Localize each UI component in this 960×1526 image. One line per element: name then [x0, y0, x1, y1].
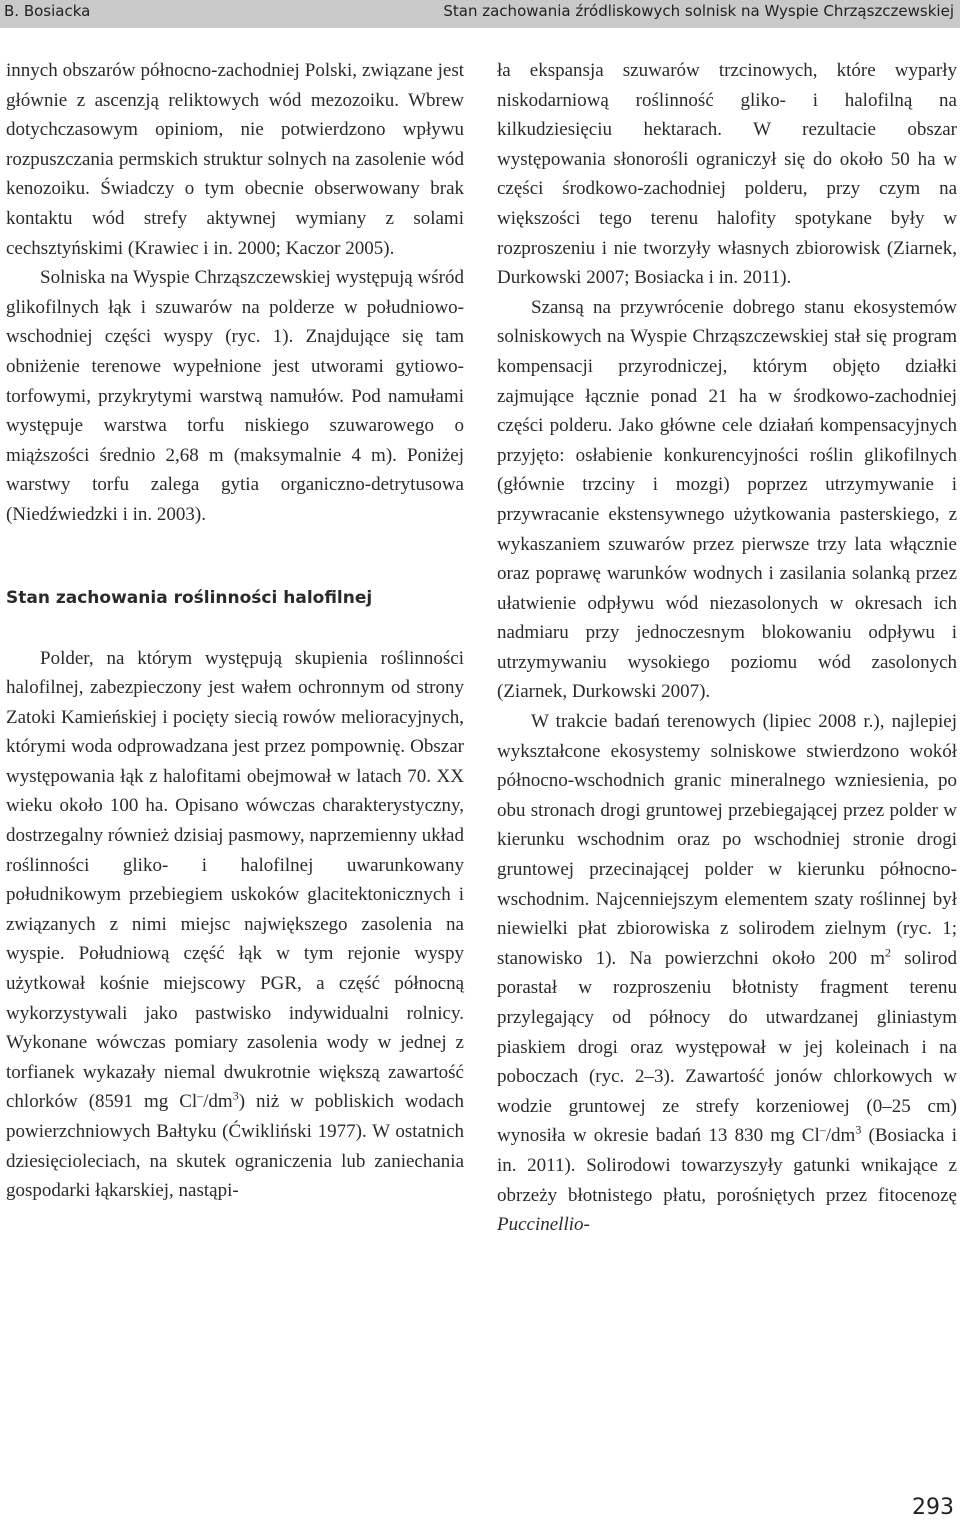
right-paragraph-2: Szansą na przywrócenie dobrego stanu ekosystemów solniskowych na Wyspie Chrząszczewskiej stał się program kompensacji przyrodniczej, którym objęto działki zajmujące łącznie ponad 21 ha w środkowo-zachodniej części polderu. Jako główne cele działań kompensacyjnych przyjęto: osłabienie konkurencyjności roślin glikofilnych (głównie trzciny i mozgi) poprzez utrzymywanie i przywracanie ekstensywnego użytkowania pasterskiego, z wykaszaniem szuwarów przez pierwsze trzy lata włącznie oraz poprawę warunków wodnych i zasilania solanką przez ułatwienie odpływu wód niezasolonych w okresach ich nadmiaru przy jednoczesnym blokowaniu odpływu i utrzymywaniu wysokiego poziomu wód zasolonych (Ziarnek, Durkowski 2007).: [497, 296, 957, 703]
section-heading: Stan zachowania roślinności halofilnej: [6, 587, 373, 608]
left-paragraph-3: [6, 644, 464, 1206]
right-p3-sup-2: 2: [885, 945, 891, 960]
left-column: [6, 56, 464, 1206]
right-p3-italic: Puccinellio-: [497, 1214, 590, 1236]
left-p3-sup-minus: –: [197, 1089, 204, 1104]
left-paragraph-2: Solniska na Wyspie Chrząszczewskiej występują wśród glikofilnych łąk i szuwarów na polderze w południowo-wschodniej części wyspy (ryc. 1). Znajdujące się tam obniżenie terenowe wypełnione jest utworami gytiowo-torfowymi, przykrytymi warstwą namułów. Pod namułami występuje warstwa torfu niskiego szuwarowego o miąższości średnio 2,68 m (maksymalnie 4 m). Poniżej warstwy torfu zalega gytia organiczno-detrytusowa (Niedźwiedzki i in. 2003).: [6, 267, 464, 525]
right-p3-text-c: /dm: [825, 1125, 856, 1147]
header-author: B. Bosiacka: [4, 2, 91, 20]
header-running-title: Stan zachowania źródliskowych solnisk na Wyspie Chrząszczewskiej: [443, 2, 954, 20]
right-column: [497, 56, 957, 1240]
right-p3-text-a: W trakcie badań terenowych (lipiec 2008 r.), najlepiej wykształcone ekosystemy solniskowe stwierdzono wokół północno-wschodnich granic mineralnego wzniesienia, po obu stronach drogi gruntowej przebiegającej przez polder w kierunku wschodnim oraz po wschodniej stronie drogi gruntowej przecinającej polder w kierunku północno-wschodnim. Najcenniejszym elementem szaty roślinnej był niewielki płat zbiorowiska z solirodem zielnym (ryc. 1; stanowisko 1). Na powierzchni około 200 m: [497, 711, 957, 969]
running-header: [0, 0, 960, 28]
left-p3-text-a: Polder, na którym występują skupienia roślinności halofilnej, zabezpieczony jest wałem ochronnym od strony Zatoki Kamieńskiej i pocięty siecią rowów melioracyjnych, którymi woda odprowadzana jest przez pompownię. Obszar występowania łąk z halofitami obejmował w latach 70. XX wieku około 100 ha. Opisano wówczas charakterystyczny, dostrzegalny również dzisiaj pasmowy, naprzemienny układ roślinności gliko- i halofilnej uwarunkowany południkowym przebiegiem uskoków glacitektonicznych i związanych z nimi miejsc największego zasolenia na wyspie. Południową część łąk w tym rejonie wyspy użytkował kośnie miejscowy PGR, a część północną wykorzystywali jako pastwisko indywidualni rolnicy. Wykonane wówczas pomiary zasolenia wody w jednej z torfianek wykazały niemal dwukrotnie większą zawartość chlorków (8591 mg Cl: [6, 647, 464, 1113]
right-p3-sup-minus: –: [819, 1123, 826, 1138]
right-paragraph-3: [497, 707, 957, 1240]
right-p3-text-d: (Bosiacka i in. 2011). Solirodowi towarzyszyły gatunki wnikające z obrzeży błotnistego płatu, porośniętych przez fitocenozę: [497, 1125, 957, 1206]
left-p3-text-b: /dm: [203, 1091, 233, 1113]
left-p3-sup-3: 3: [232, 1089, 239, 1104]
right-paragraph-1: ła ekspansja szuwarów trzcinowych, które wyparły niskodarniową roślinność gliko- i halofilną na kilkudziesięciu hektarach. W rezultacie obszar występowania słonorośli ograniczył się do około 50 ha w części środkowo-zachodniej polderu, przy czym na większości tego terenu halofity spotykane były w rozproszeniu i nie tworzyły własnych zbiorowisk (Ziarnek, Durkowski 2007; Bosiacka i in. 2011).: [497, 60, 957, 289]
left-p3-text-c: ) niż w pobliskich wodach powierzchniowych Bałtyku (Ćwikliński 1977). W ostatnich dziesięcioleciach, na skutek ograniczenia lub zaniechania gospodarki łąkarskiej, nastąpi-: [6, 1091, 464, 1202]
right-p3-text-b: solirod porastał w rozproszeniu błotnisty fragment terenu przylegający od północy do utwardzanej gliniastym piaskiem drogi oraz występował w jej koleinach i na poboczach (ryc. 2–3). Zawartość jonów chlorkowych w wodzie gruntowej ze strefy korzeniowej (0–25 cm) wynosiła w okresie badań 13 830 mg Cl: [497, 947, 957, 1147]
left-paragraph-1: innych obszarów północno-zachodniej Polski, związane jest głównie z ascenzją reliktowych wód mezozoiku. Wbrew dotychczasowym opiniom, nie potwierdzono wpływu rozpuszczania permskich struktur solnych na zasolenie wód kenozoiku. Świadczy o tym obecnie obserwowany brak kontaktu wód strefy aktywnej wymiany z solami cechsztyńskimi (Krawiec i in. 2000; Kaczor 2005).: [6, 60, 464, 259]
page-number: 293: [912, 1495, 954, 1520]
right-p3-sup-3: 3: [855, 1123, 862, 1138]
